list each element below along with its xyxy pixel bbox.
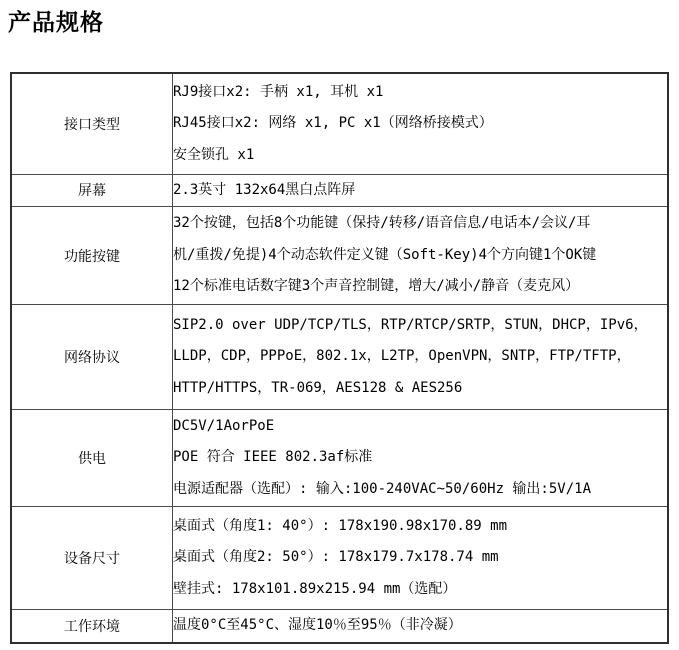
row-value <box>173 410 669 507</box>
value-line: 温度0°C至45°C、湿度10％至95％（非冷凝） <box>173 617 462 633</box>
page-title: 产品规格 <box>8 10 104 35</box>
table-row-function-keys <box>11 207 668 305</box>
table-row-network-protocols <box>11 305 668 410</box>
row-label: 接口类型 <box>11 73 173 174</box>
value-line: 12个标准电话数字键3个声音控制键，增大/减小/静音（麦克风） <box>173 278 580 295</box>
row-value <box>173 507 669 610</box>
table-row-screen <box>11 174 668 207</box>
value-line: 2.3英寸 132x64黑白点阵屏 <box>173 181 356 198</box>
value-line: DC5V/1AorPoE <box>173 417 275 434</box>
value-line: HTTP/HTTPS，TR-069，AES128 & AES256 <box>173 379 463 396</box>
value-line: POE 符合 IEEE 802.3af标准 <box>173 449 373 466</box>
row-value <box>173 610 669 643</box>
spec-table <box>10 72 669 644</box>
table-row-power <box>11 410 668 507</box>
row-label: 网络协议 <box>11 305 173 410</box>
row-label: 屏幕 <box>11 174 173 207</box>
value-line: 桌面式（角度1: 40°）: 178x190.98x170.89 mm <box>173 517 508 534</box>
table-row-interface <box>11 73 668 174</box>
row-label: 功能按键 <box>11 207 173 305</box>
table-row-dimensions <box>11 507 668 610</box>
row-value <box>173 305 669 410</box>
row-label: 设备尺寸 <box>11 507 173 610</box>
value-line: 机/重拨/免提)4个动态软件定义键（Soft-Key)4个方向键1个OK键 <box>173 246 597 263</box>
value-line: LLDP，CDP，PPPoE，802.1x，L2TP，OpenVPN，SNTP，FTP/TFTP， <box>173 348 631 365</box>
row-value <box>173 174 669 207</box>
value-line: 桌面式（角度2: 50°）: 178x179.7x178.74 mm <box>173 549 499 566</box>
row-value <box>173 207 669 305</box>
value-line: RJ45接口x2: 网络 x1, PC x1（网络桥接模式） <box>173 115 493 131</box>
value-line: RJ9接口x2: 手柄 x1, 耳机 x1 <box>173 83 384 100</box>
value-line: 电源适配器（选配）: 输入:100-240VAC~50/60Hz 输出:5V/1A <box>173 480 592 497</box>
value-line: 32个按键，包括8个功能键（保持/转移/语音信息/电话本/会议/耳 <box>173 215 591 232</box>
table-row-operating-environment <box>11 610 668 643</box>
row-value <box>173 73 669 174</box>
row-label: 供电 <box>11 410 173 507</box>
value-line: 安全锁孔 x1 <box>173 146 255 163</box>
value-line: 壁挂式: 178x101.89x215.94 mm（选配） <box>173 580 457 597</box>
value-line: SIP2.0 over UDP/TCP/TLS，RTP/RTCP/SRTP，STUN，DHCP，IPv6， <box>173 316 648 333</box>
row-label: 工作环境 <box>11 610 173 643</box>
